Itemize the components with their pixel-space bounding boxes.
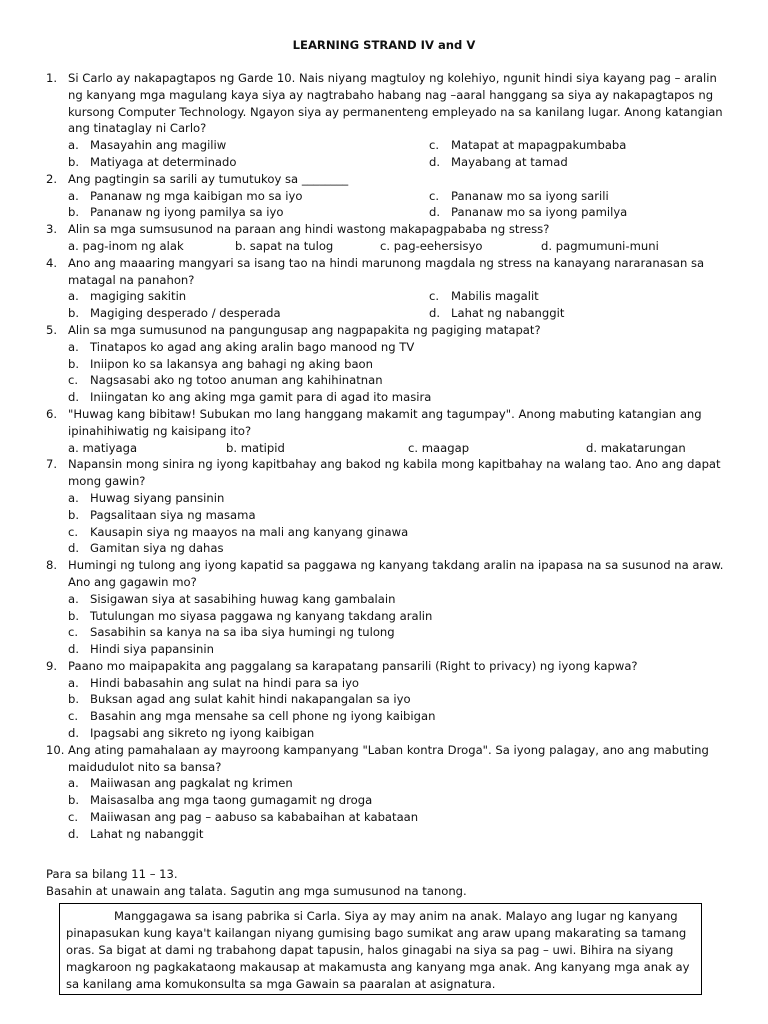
option-label: c. — [68, 373, 79, 388]
instructions-text: Basahin at unawain ang talata. Sagutin ang mga sumusunod na tanong. — [46, 884, 467, 898]
question-number: 10. — [46, 742, 65, 757]
option-text: Maiiwasan ang pagkalat ng krimen — [90, 776, 293, 791]
option-text: Matiyaga at determinado — [90, 154, 237, 169]
question-number: 3. — [46, 222, 58, 237]
option-label: c. — [68, 810, 79, 825]
option-row-inline — [46, 440, 726, 457]
option-label: b. — [68, 306, 80, 321]
option-text: Buksan agad ang sulat kahit hindi nakapangalan sa iyo — [90, 692, 411, 707]
option-text: d. makatarungan — [586, 440, 686, 455]
option-label: d. — [68, 390, 80, 405]
question-text: Alin sa mga sumusunod na pangungusap ang nagpapakita ng pagiging matapat? — [68, 322, 541, 337]
option-label: c. — [68, 524, 79, 539]
option-label: c. — [68, 625, 79, 640]
option-row — [46, 137, 726, 154]
option-label: b. — [68, 793, 80, 808]
option-row — [46, 608, 726, 625]
option-text: Hindi siya papansinin — [90, 642, 214, 657]
option-text: Iniingatan ko ang aking mga gamit para di agad ito masira — [90, 390, 432, 405]
option-text: Sasabihin sa kanya na sa iba siya humingi ng tulong — [90, 625, 395, 640]
option-row — [46, 204, 726, 221]
question-6 — [46, 406, 726, 440]
option-label: a. — [68, 289, 79, 304]
option-label: a. — [68, 591, 79, 606]
option-row — [46, 675, 726, 692]
question-text: Ang ating pamahalaan ay mayroong kampanyang "Laban kontra Droga". Sa iyong palagay, ano ang mabuting maidudulot nito sa bansa? — [68, 742, 709, 774]
option-row — [46, 792, 726, 809]
option-text: a. matiyaga — [68, 440, 138, 455]
option-label: a. — [68, 776, 79, 791]
option-label: d. — [68, 726, 80, 741]
question-text: Alin sa mga sumsusunod na paraan ang hindi wastong makapagpababa ng stress? — [68, 222, 550, 237]
question-text: Si Carlo ay nakapagtapos ng Garde 10. Nais niyang magtuloy ng kolehiyo, ngunit hindi siya kayang pag – aralin ng kanyang mga magulang kaya siya ay nagtrabaho habang nag –aaral hanggang sa siya ay nakapagtapos ng kursong Computer Technology. Ngayon siya ay permanenteng empleyado na sa kanilang lugar. Anong katangian ang tinataglay ni Carlo? — [68, 71, 723, 136]
option-text: b. matipid — [226, 440, 285, 455]
option-row — [46, 507, 726, 524]
option-row — [46, 540, 726, 557]
instructions-range: Para sa bilang 11 – 13. — [46, 867, 178, 881]
option-label: c. — [429, 289, 440, 304]
question-1 — [46, 70, 726, 137]
option-text: Pananaw mo sa iyong sarili — [451, 188, 609, 203]
option-row-inline — [46, 238, 726, 255]
passage-text: Manggagawa sa isang pabrika si Carla. Siya ay may anim na anak. Malayo ang lugar ng kanyang pinapasukan kung kaya't kailangan niyang gumising bago sumikat ang araw upang makarating sa tamang oras. Sa bigat at dami ng trabahong dapat tapusin, halos ginagabi na siya sa pag – uwi. Bihira na siyang magkaroon ng pagkakataong makausap at makamusta ang kanyang mga anak. Ang kanyang mga anak ay sa kanilang ama komukonsulta sa mga Gawain sa paaralan at asignatura. — [66, 909, 690, 991]
question-list — [46, 70, 726, 843]
question-5 — [46, 322, 726, 339]
question-number: 8. — [46, 558, 58, 573]
option-row — [46, 372, 726, 389]
question-number: 5. — [46, 322, 58, 337]
option-label: d. — [429, 154, 441, 169]
question-number: 7. — [46, 457, 58, 472]
option-text: c. pag-eehersisyo — [380, 238, 483, 253]
question-2 — [46, 171, 726, 188]
option-row — [46, 591, 726, 608]
option-row — [46, 305, 726, 322]
option-row — [46, 708, 726, 725]
option-row — [46, 490, 726, 507]
page-title: LEARNING STRAND IV and V — [292, 38, 476, 52]
option-label: c. — [429, 138, 440, 153]
option-row — [46, 339, 726, 356]
option-label: b. — [68, 154, 80, 169]
option-text: c. maagap — [408, 440, 470, 455]
question-text: "Huwag kang bibitaw! Subukan mo lang hanggang makamit ang tagumpay". Anong mabuting katangian ang ipinahihiwatig ng kaisipang ito? — [68, 406, 702, 438]
question-4 — [46, 255, 726, 289]
option-row — [46, 775, 726, 792]
option-row — [46, 288, 726, 305]
option-text: Tutulungan mo siyasa paggawa ng kanyang takdang aralin — [90, 608, 433, 623]
option-label: a. — [68, 339, 79, 354]
option-text: Sisigawan siya at sasabihing huwag kang gambalain — [90, 591, 396, 606]
option-row — [46, 641, 726, 658]
option-text: Iniipon ko sa lakansya ang bahagi ng aking baon — [90, 356, 373, 371]
option-row — [46, 389, 726, 406]
option-text: Basahin ang mga mensahe sa cell phone ng iyong kaibigan — [90, 709, 436, 724]
option-label: d. — [68, 826, 80, 841]
option-label: d. — [68, 541, 80, 556]
option-label: b. — [68, 356, 80, 371]
option-text: Kausapin siya ng maayos na mali ang kanyang ginawa — [90, 524, 409, 539]
option-text: Maiiwasan ang pag – aabuso sa kababaihan at kabataan — [90, 810, 419, 825]
question-7 — [46, 456, 726, 490]
option-row — [46, 188, 726, 205]
option-row — [46, 154, 726, 171]
option-label: a. — [68, 675, 79, 690]
question-9 — [46, 658, 726, 675]
question-number: 6. — [46, 406, 58, 421]
option-text: Lahat ng nabanggit — [90, 826, 204, 841]
option-row — [46, 826, 726, 843]
passage-instructions — [46, 866, 467, 900]
option-text: d. pagmumuni-muni — [541, 238, 659, 253]
option-label: c. — [429, 188, 440, 203]
option-text: a. pag-inom ng alak — [68, 238, 184, 253]
question-text: Humingi ng tulong ang iyong kapatid sa paggawa ng kanyang takdang aralin na ipapasa na sa susunod na araw. Ano ang gagawin mo? — [68, 558, 724, 589]
option-text: magiging sakitin — [90, 289, 187, 304]
option-text: Ipagsabi ang sikreto ng iyong kaibigan — [90, 726, 315, 741]
question-text: Ano ang maaaring mangyari sa isang tao na hindi marunong magdala ng stress na kanayang nararanasan sa matagal na panahon? — [68, 255, 705, 287]
question-number: 2. — [46, 171, 58, 186]
option-text: Masayahin ang magiliw — [90, 138, 227, 153]
option-text: Hindi babasahin ang sulat na hindi para sa iyo — [90, 675, 360, 690]
option-text: Pananaw ng iyong pamilya sa iyo — [90, 205, 284, 220]
question-number: 9. — [46, 658, 58, 673]
option-text: Pananaw ng mga kaibigan mo sa iyo — [90, 188, 303, 203]
option-label: b. — [68, 507, 80, 522]
option-row — [46, 356, 726, 373]
question-number: 1. — [46, 71, 58, 85]
option-text: Mabilis magalit — [451, 289, 539, 304]
option-text: Maisasalba ang mga taong gumagamit ng droga — [90, 793, 373, 808]
option-row — [46, 725, 726, 742]
option-text: b. sapat na tulog — [235, 238, 334, 253]
option-text: Nagsasabi ako ng totoo anuman ang kahihinatnan — [90, 373, 383, 388]
question-text: Napansin mong sinira ng iyong kapitbahay ang bakod ng kabila mong kapitbahay na walang tao. Ano ang dapat mong gawin? — [68, 457, 721, 489]
option-row — [46, 691, 726, 708]
option-label: d. — [429, 205, 441, 220]
option-label: b. — [68, 205, 80, 220]
option-label: a. — [68, 490, 79, 505]
option-label: b. — [68, 608, 80, 623]
question-10 — [46, 742, 726, 776]
option-label: b. — [68, 692, 80, 707]
question-text: Paano mo maipapakita ang paggalang sa karapatang pansarili (Right to privacy) ng iyong kapwa? — [68, 658, 638, 673]
option-label: d. — [68, 642, 80, 657]
option-text: Magiging desperado / desperada — [90, 306, 281, 321]
option-text: Pananaw mo sa iyong pamilya — [451, 205, 628, 220]
option-row — [46, 524, 726, 541]
option-label: a. — [68, 138, 79, 153]
option-text: Matapat at mapagpakumbaba — [451, 138, 627, 153]
option-text: Mayabang at tamad — [451, 154, 568, 169]
question-8 — [46, 557, 726, 591]
question-text: Ang pagtingin sa sarili ay tumutukoy sa ________ — [68, 171, 349, 186]
option-row — [46, 809, 726, 826]
option-text: Pagsalitaan siya ng masama — [90, 507, 256, 522]
option-row — [46, 624, 726, 641]
reading-passage-box — [59, 903, 702, 995]
option-label: c. — [68, 709, 79, 724]
question-3 — [46, 221, 726, 238]
option-label: a. — [68, 188, 79, 203]
option-text: Tinatapos ko agad ang aking aralin bago manood ng TV — [90, 339, 415, 354]
option-text: Gamitan siya ng dahas — [90, 541, 224, 556]
option-label: d. — [429, 306, 441, 321]
option-text: Huwag siyang pansinin — [90, 490, 225, 505]
option-text: Lahat ng nabanggit — [451, 306, 565, 321]
question-number: 4. — [46, 255, 58, 270]
